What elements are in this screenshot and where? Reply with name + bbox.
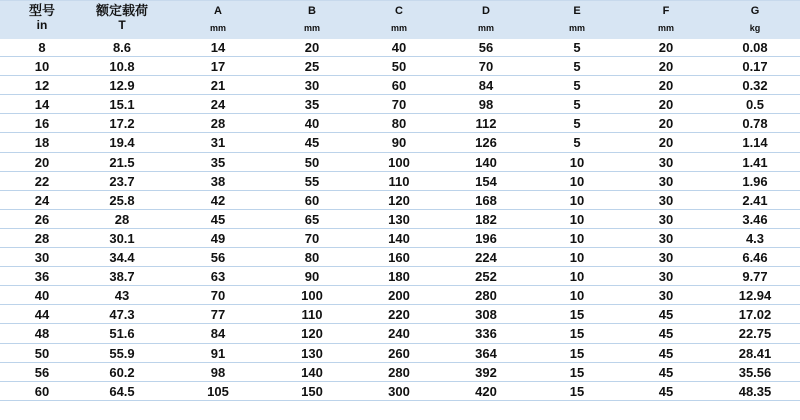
cell-c: 100 [388, 154, 410, 170]
cell-g: 1.14 [742, 135, 768, 151]
cell-f: 45 [658, 383, 674, 399]
header-g: G kg [749, 5, 761, 33]
cell-e: 15 [569, 326, 585, 342]
cell-c: 280 [388, 364, 410, 380]
cell-c: 120 [388, 192, 410, 208]
cell-g: 17.02 [738, 307, 772, 323]
cell-d: 196 [475, 230, 497, 246]
cell-a: 105 [207, 383, 229, 399]
cell-g: 1.41 [742, 154, 768, 170]
cell-c: 50 [391, 59, 407, 75]
cell-rated-load: 25.8 [109, 192, 135, 208]
header-d: D mm [477, 5, 494, 33]
table-row [0, 324, 800, 343]
cell-e: 5 [573, 40, 581, 55]
cell-d: 252 [475, 269, 497, 285]
cell-g: 0.78 [742, 116, 768, 132]
cell-d: 224 [475, 250, 497, 266]
cell-d: 168 [475, 192, 497, 208]
cell-d: 84 [478, 78, 494, 94]
cell-e: 5 [573, 135, 581, 151]
cell-e: 5 [573, 116, 581, 132]
cell-a: 84 [210, 326, 226, 342]
cell-a: 91 [210, 345, 226, 361]
cell-c: 80 [391, 116, 407, 132]
cell-g: 6.46 [742, 250, 768, 266]
cell-model: 16 [34, 116, 50, 132]
cell-c: 70 [391, 97, 407, 113]
cell-b: 40 [304, 116, 320, 132]
cell-f: 20 [658, 135, 674, 151]
cell-a: 14 [210, 40, 226, 55]
cell-e: 10 [569, 269, 585, 285]
cell-model: 22 [34, 173, 50, 189]
cell-b: 20 [304, 40, 320, 55]
cell-b: 65 [304, 211, 320, 227]
cell-e: 15 [569, 364, 585, 380]
header-e: E mm [568, 5, 585, 33]
cell-rated-load: 60.2 [109, 364, 135, 380]
cell-rated-load: 28 [114, 211, 130, 227]
table-row [0, 305, 800, 324]
cell-c: 180 [388, 269, 410, 285]
cell-g: 0.08 [742, 40, 768, 55]
cell-e: 5 [573, 97, 581, 113]
cell-g: 22.75 [738, 326, 772, 342]
cell-rated-load: 34.4 [109, 250, 135, 266]
cell-f: 20 [658, 78, 674, 94]
cell-d: 70 [478, 59, 494, 75]
cell-g: 9.77 [742, 269, 768, 285]
cell-b: 70 [304, 230, 320, 246]
cell-rated-load: 21.5 [109, 154, 135, 170]
cell-f: 45 [658, 345, 674, 361]
cell-model: 20 [34, 154, 50, 170]
table-row [0, 210, 800, 229]
cell-rated-load: 17.2 [109, 116, 135, 132]
cell-e: 5 [573, 59, 581, 75]
table-row [0, 172, 800, 191]
cell-e: 10 [569, 173, 585, 189]
cell-model: 44 [34, 307, 50, 323]
cell-b: 130 [301, 345, 323, 361]
cell-e: 15 [569, 383, 585, 399]
table-row [0, 114, 800, 133]
cell-rated-load: 30.1 [109, 230, 135, 246]
header-a: A mm [209, 5, 226, 33]
cell-rated-load: 8.6 [112, 40, 132, 55]
cell-g: 3.46 [742, 211, 768, 227]
cell-b: 140 [301, 364, 323, 380]
cell-rated-load: 12.9 [109, 78, 135, 94]
cell-a: 31 [210, 135, 226, 151]
cell-model: 14 [34, 97, 50, 113]
cell-model: 28 [34, 230, 50, 246]
header-model: 型号 in [28, 3, 55, 32]
cell-g: 0.17 [742, 59, 768, 75]
cell-a: 38 [210, 173, 226, 189]
cell-a: 42 [210, 192, 226, 208]
cell-c: 200 [388, 288, 410, 304]
cell-model: 48 [34, 326, 50, 342]
header-b: B mm [303, 5, 320, 33]
cell-c: 240 [388, 326, 410, 342]
cell-c: 40 [391, 40, 407, 55]
cell-rated-load: 15.1 [109, 97, 135, 113]
cell-b: 110 [301, 307, 323, 323]
cell-f: 30 [658, 173, 674, 189]
cell-model: 26 [34, 211, 50, 227]
cell-a: 70 [210, 288, 226, 304]
table-row [0, 229, 800, 248]
cell-b: 120 [301, 326, 323, 342]
cell-d: 364 [475, 345, 497, 361]
cell-d: 280 [475, 288, 497, 304]
cell-g: 35.56 [738, 364, 772, 380]
cell-f: 30 [658, 230, 674, 246]
table-row [0, 95, 800, 114]
cell-b: 55 [304, 173, 320, 189]
cell-a: 45 [210, 211, 226, 227]
cell-e: 15 [569, 307, 585, 323]
cell-f: 20 [658, 59, 674, 75]
cell-rated-load: 55.9 [109, 345, 135, 361]
table-row [0, 38, 800, 57]
cell-model: 30 [34, 250, 50, 266]
table-row [0, 382, 800, 401]
cell-e: 5 [573, 78, 581, 94]
table-row [0, 248, 800, 267]
cell-model: 36 [34, 269, 50, 285]
cell-g: 2.41 [742, 192, 768, 208]
cell-model: 12 [34, 78, 50, 94]
cell-b: 80 [304, 250, 320, 266]
cell-d: 112 [475, 116, 497, 132]
cell-f: 45 [658, 307, 674, 323]
table-row [0, 133, 800, 152]
table-row [0, 153, 800, 172]
cell-d: 392 [475, 364, 497, 380]
cell-f: 45 [658, 326, 674, 342]
table-body [0, 38, 800, 401]
cell-d: 140 [475, 154, 497, 170]
cell-d: 154 [475, 173, 497, 189]
cell-a: 49 [210, 230, 226, 246]
cell-a: 35 [210, 154, 226, 170]
header-f: F mm [657, 5, 674, 33]
cell-c: 140 [388, 230, 410, 246]
table-row [0, 344, 800, 363]
table-row [0, 57, 800, 76]
cell-a: 28 [210, 116, 226, 132]
cell-a: 98 [210, 364, 226, 380]
cell-c: 110 [388, 173, 410, 189]
cell-d: 336 [475, 326, 497, 342]
cell-c: 60 [391, 78, 407, 94]
cell-b: 25 [304, 59, 320, 75]
table-row [0, 267, 800, 286]
cell-f: 45 [658, 364, 674, 380]
cell-b: 150 [301, 383, 323, 399]
cell-f: 30 [658, 154, 674, 170]
cell-b: 35 [304, 97, 320, 113]
cell-model: 56 [34, 364, 50, 380]
cell-g: 4.3 [745, 230, 765, 246]
cell-f: 30 [658, 250, 674, 266]
cell-g: 1.96 [742, 173, 768, 189]
cell-e: 10 [569, 154, 585, 170]
cell-model: 10 [34, 59, 50, 75]
cell-model: 60 [34, 383, 50, 399]
cell-b: 100 [301, 288, 323, 304]
cell-d: 98 [478, 97, 494, 113]
cell-c: 220 [388, 307, 410, 323]
cell-c: 300 [388, 383, 410, 399]
cell-f: 20 [658, 116, 674, 132]
cell-a: 56 [210, 250, 226, 266]
cell-c: 160 [388, 250, 410, 266]
cell-b: 50 [304, 154, 320, 170]
header-c: C mm [390, 5, 407, 33]
cell-d: 420 [475, 383, 497, 399]
table-row [0, 363, 800, 382]
cell-model: 8 [38, 40, 46, 55]
cell-f: 30 [658, 211, 674, 227]
cell-f: 20 [658, 97, 674, 113]
cell-rated-load: 19.4 [109, 135, 135, 151]
cell-rated-load: 38.7 [109, 269, 135, 285]
cell-b: 30 [304, 78, 320, 94]
cell-rated-load: 10.8 [109, 59, 135, 75]
cell-model: 24 [34, 192, 50, 208]
cell-rated-load: 47.3 [109, 307, 135, 323]
cell-e: 10 [569, 192, 585, 208]
cell-rated-load: 64.5 [109, 383, 135, 399]
cell-e: 10 [569, 211, 585, 227]
cell-f: 30 [658, 269, 674, 285]
cell-b: 45 [304, 135, 320, 151]
cell-c: 260 [388, 345, 410, 361]
cell-rated-load: 23.7 [109, 173, 135, 189]
header-rated-load: 额定载荷 T [95, 3, 148, 32]
cell-g: 12.94 [738, 288, 772, 304]
cell-a: 63 [210, 269, 226, 285]
cell-e: 10 [569, 230, 585, 246]
cell-a: 24 [210, 97, 226, 113]
cell-b: 90 [304, 269, 320, 285]
cell-model: 18 [34, 135, 50, 151]
cell-g: 28.41 [738, 345, 772, 361]
table-header [0, 0, 800, 39]
cell-c: 130 [388, 211, 410, 227]
cell-a: 77 [210, 307, 226, 323]
cell-d: 126 [475, 135, 497, 151]
cell-e: 15 [569, 345, 585, 361]
cell-e: 10 [569, 250, 585, 266]
table-row [0, 191, 800, 210]
cell-g: 0.5 [745, 97, 765, 113]
cell-a: 21 [210, 78, 226, 94]
cell-rated-load: 51.6 [109, 326, 135, 342]
table-row [0, 76, 800, 95]
cell-f: 30 [658, 192, 674, 208]
cell-d: 182 [475, 211, 497, 227]
cell-d: 56 [478, 40, 494, 55]
cell-f: 30 [658, 288, 674, 304]
table-row [0, 286, 800, 305]
cell-model: 40 [34, 288, 50, 304]
cell-model: 50 [34, 345, 50, 361]
cell-g: 0.32 [742, 78, 768, 94]
cell-f: 20 [658, 40, 674, 55]
cell-rated-load: 43 [114, 288, 130, 304]
cell-g: 48.35 [738, 383, 772, 399]
cell-d: 308 [475, 307, 497, 323]
cell-e: 10 [569, 288, 585, 304]
cell-a: 17 [210, 59, 226, 75]
cell-b: 60 [304, 192, 320, 208]
cell-c: 90 [391, 135, 407, 151]
